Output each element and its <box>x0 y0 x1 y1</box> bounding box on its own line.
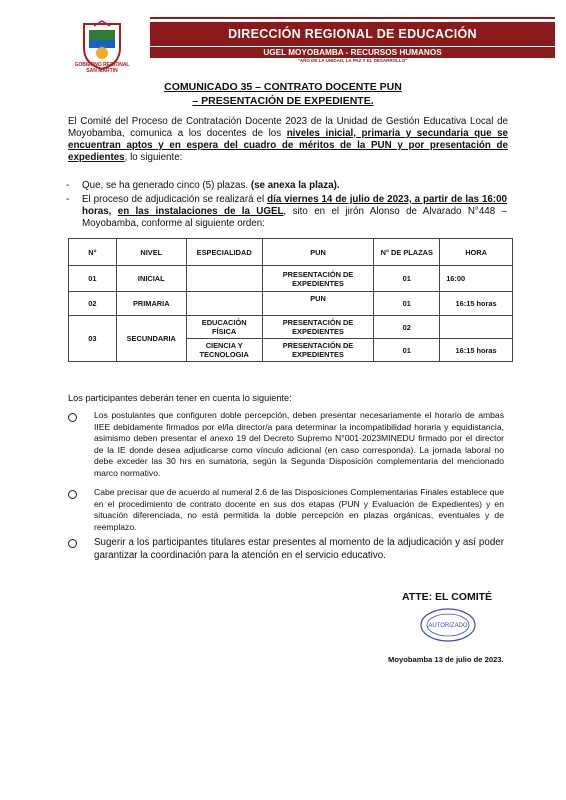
header-pun: PUN <box>262 239 374 266</box>
item2-address: , sito en el jirón Alonso de Alvarado N°448 – Moyobamba, conforme al siguiente orden: <box>82 206 507 229</box>
intro-tail: , lo siguiente: <box>124 152 183 163</box>
cell-hora: 16:00 <box>440 266 513 292</box>
cell-nivel: SECUNDARIA <box>116 316 186 362</box>
document-title-line2: – PRESENTACIÓN DE EXPEDIENTE. <box>192 95 374 107</box>
bullet-circle-icon <box>68 413 77 422</box>
intro-text: El Comité del Proceso de Contratación Docente 2023 de la Unidad de Gestión Educativa Local de Moyobamba, comunica a los docentes de los <box>68 116 508 139</box>
bullet-circle-icon <box>68 490 77 499</box>
cell-especialidad: CIENCIA Y TECNOLOGIA <box>186 339 262 362</box>
bullet-circle-icon <box>68 539 77 548</box>
item1-text: Que, se ha generado cinco (5) plazas. <box>82 180 251 191</box>
item1-bold: (se anexa la plaza). <box>250 180 340 191</box>
intro-paragraph <box>68 116 508 164</box>
banner-title: DIRECCIÓN REGIONAL DE EDUCACIÓN <box>150 22 555 46</box>
plazas-table <box>68 238 513 362</box>
cell-hora: 16:15 horas <box>440 292 513 316</box>
cell-plazas: 01 <box>374 292 440 316</box>
cell-hora <box>440 316 513 339</box>
cell-pun: PRESENTACIÓN DE EXPEDIENTES <box>262 266 374 292</box>
cell-pun: PRESENTACIÓN DE EXPEDIENTES <box>262 316 374 339</box>
dash-marker: - <box>66 180 70 191</box>
cell-numero: 02 <box>69 292 117 316</box>
note-doble-percepcion: Los postulantes que configuren doble percepción, deben presentar necesariamente el horario de ambas IIEE debidamente firmados por el/la director/a para determinar la incompatibilidad horaria y equidistancia, asimismo deben presentar el anexo 19 del Decreto Supremo N°001-2023MINEDU firmado por el director de la IE donde desea adjudicarse como vínculo adicional (en caso corresponda). La jornada laboral no debe exceder las 30 hrs en sumatoria, según la Segunda Disposición complementaria del mencionado marco normativo. <box>94 410 504 478</box>
cell-nivel: INICIAL <box>116 266 186 292</box>
header-especialidad: ESPECIALIDAD <box>186 239 262 266</box>
intro-highlight: niveles inicial, primaria y secundaria que se encuentran aptos y en espera del cuadro de méritos de la PUN y por presentación de expedientes <box>68 128 508 163</box>
item2-horas: horas, <box>82 206 118 217</box>
header-hora: HORA <box>440 239 513 266</box>
cell-especialidad: EDUCACIÓN FÍSICA <box>186 316 262 339</box>
note-numeral-2-6: Cabe precisar que de acuerdo al numeral 2.6 de las Disposiciones Complementarias Finales establece que en el procedimiento de contrato docente en sus dos etapas (PUN y Evaluación de Expedientes) y en situación diferenciada, no está permitida la doble percepción en plazas orgánicas, eventuales y de reemplazo. <box>94 487 504 532</box>
header-plazas: N° DE PLAZAS <box>374 239 440 266</box>
cell-plazas: 01 <box>374 266 440 292</box>
cell-pun: PRESENTACIÓN DE EXPEDIENTES <box>262 339 374 362</box>
banner-subtitle: UGEL MOYOBAMBA - RECURSOS HUMANOS <box>150 47 555 58</box>
header-nivel: NIVEL <box>116 239 186 266</box>
document-title-line1: COMUNICADO 35 – CONTRATO DOCENTE PUN <box>164 81 402 93</box>
cell-numero: 03 <box>69 316 117 362</box>
note-titulares: Sugerir a los participantes titulares estar presentes al momento de la adjudicación y así poder garantizar la coordinación para la atención en el servicio educativo. <box>94 537 504 561</box>
item-plazas <box>82 180 507 192</box>
committee-stamp <box>418 606 478 644</box>
cell-pun: PUN <box>262 292 374 316</box>
banner-motto: "AÑO DE LA UNIDAD, LA PAZ Y EL DESARROLLO" <box>297 58 408 63</box>
table-header-row <box>69 239 513 266</box>
cell-numero: 01 <box>69 266 117 292</box>
cell-hora: 16:15 horas <box>440 339 513 362</box>
item2-text: El proceso de adjudicación se realizará el <box>82 194 268 205</box>
logo-caption-line1: GOBIERNO REGIONAL <box>74 62 130 68</box>
cell-nivel: PRIMARIA <box>116 292 186 316</box>
cell-especialidad <box>186 292 262 316</box>
notes-intro: Los participantes deberán tener en cuenta lo siguiente: <box>68 393 292 403</box>
logo-caption <box>66 62 138 74</box>
item2-date: día viernes 14 de julio de 2023, a partir de las 16:00 <box>267 194 508 205</box>
item-adjudicacion <box>82 194 507 230</box>
table-row <box>69 292 513 316</box>
cell-plazas: 02 <box>374 316 440 339</box>
header-numero: N° <box>69 239 117 266</box>
dash-marker: - <box>66 194 70 205</box>
stamp-text: AUTORIZADO <box>428 623 468 629</box>
banner-decoration <box>150 15 555 21</box>
signature-atte: ATTE: EL COMITÉ <box>402 591 493 603</box>
table-row <box>69 316 513 339</box>
item2-place: en las instalaciones de la UGEL <box>117 206 284 217</box>
cell-plazas: 01 <box>374 339 440 362</box>
logo-caption-line2: SAN MARTIN <box>86 68 118 74</box>
place-date: Moyobamba 13 de julio de 2023. <box>388 655 504 664</box>
cell-especialidad <box>186 266 262 292</box>
table-row <box>69 266 513 292</box>
